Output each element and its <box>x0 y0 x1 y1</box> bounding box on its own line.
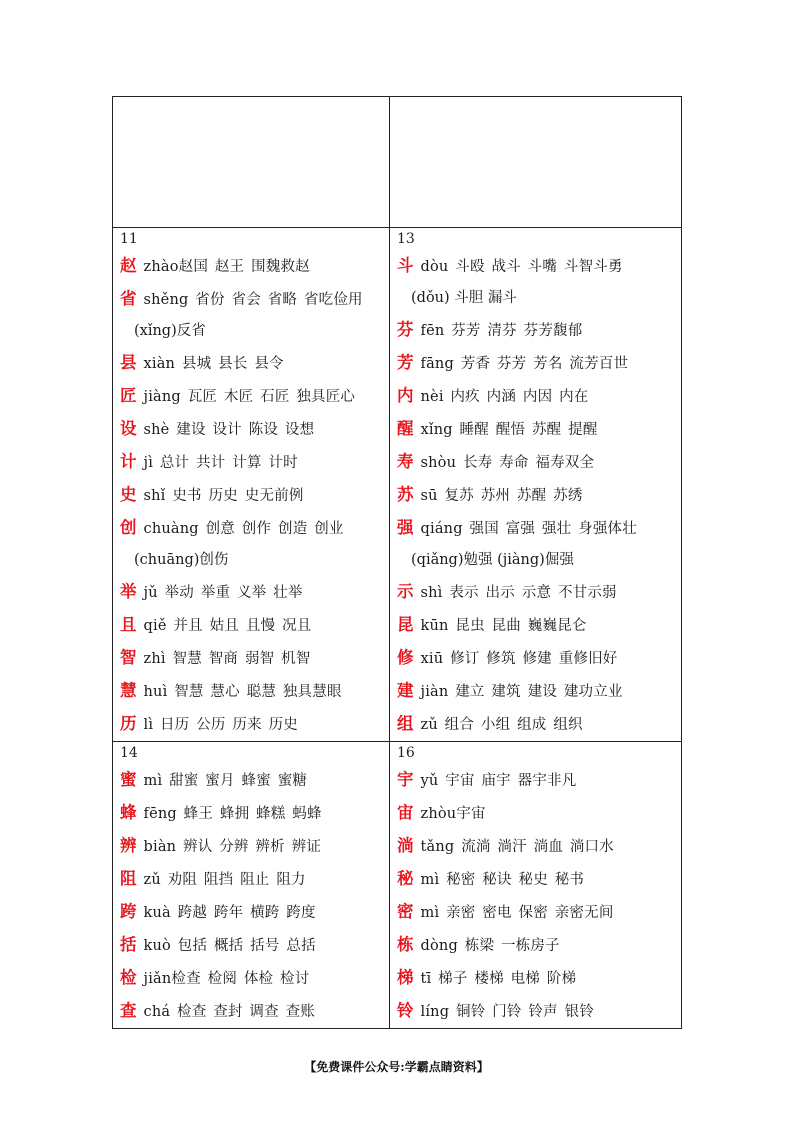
pinyin-and-words: biàn 辨认 分辨 辨析 辨证 <box>143 839 322 855</box>
vocab-entry <box>120 446 389 479</box>
pinyin-and-words: sū 复苏 苏州 苏醒 苏绣 <box>420 488 583 504</box>
headword-char: 斗 <box>397 256 414 275</box>
vocab-entry <box>120 576 389 609</box>
pinyin-and-words: zhì 智慧 智商 弱智 机智 <box>143 651 311 667</box>
footer-note: 【免费课件公众号:学霸点睛资料】 <box>304 1060 489 1074</box>
headword-char: 且 <box>120 615 137 634</box>
vocab-entry <box>397 479 681 512</box>
headword-char: 宙 <box>397 803 414 822</box>
section-16-cell <box>390 742 682 1029</box>
pinyin-and-words: shè 建设 设计 陈设 设想 <box>143 422 315 438</box>
section-number: 14 <box>120 745 138 761</box>
headword-char: 修 <box>397 648 414 667</box>
vocab-entry <box>397 675 681 708</box>
section-11-cell <box>113 228 390 742</box>
pinyin-and-words: mì 亲密 密电 保密 亲密无间 <box>420 905 614 921</box>
pinyin-and-words: shǐ 史书 历史 史无前例 <box>143 488 304 504</box>
section-13-cell <box>390 228 682 742</box>
headword-char: 栋 <box>397 935 414 954</box>
pinyin-and-words: tǎng 流淌 淌汗 淌血 淌口水 <box>420 839 614 855</box>
headword-char: 强 <box>397 518 414 537</box>
alternate-reading: (dǒu) 斗胆 漏斗 <box>411 290 517 306</box>
headword-char: 蜂 <box>120 803 137 822</box>
vocab-entry <box>397 512 681 576</box>
section-16 <box>390 742 681 1028</box>
vocab-entry <box>120 250 389 283</box>
pinyin-and-words: jiàng 瓦匠 木匠 石匠 独具匠心 <box>143 389 356 405</box>
vocab-entry <box>120 283 389 347</box>
headword-char: 宇 <box>397 770 414 789</box>
vocab-entry <box>397 995 681 1028</box>
pinyin-and-words: shěng 省份 省会 省略 省吃俭用 <box>143 292 363 308</box>
section-13 <box>390 228 681 741</box>
pinyin-and-words: xǐng 睡醒 醒悟 苏醒 提醒 <box>420 422 598 438</box>
vocab-entry <box>120 929 389 962</box>
vocab-entry <box>120 347 389 380</box>
pinyin-and-words: jǔ 举动 举重 义举 壮举 <box>143 585 303 601</box>
vocabulary-table <box>112 96 682 1029</box>
vocab-entry <box>120 896 389 929</box>
vocab-entry <box>120 863 389 896</box>
headword-char: 史 <box>120 485 137 504</box>
pinyin-and-words: kuà 跨越 跨年 横跨 跨度 <box>143 905 316 921</box>
section-number: 16 <box>397 745 415 761</box>
pinyin-and-words: nèi 内疚 内涵 内因 内在 <box>420 389 589 405</box>
vocab-entry <box>120 479 389 512</box>
vocab-entry <box>120 675 389 708</box>
headword-char: 历 <box>120 714 137 733</box>
vocab-entry <box>397 797 681 830</box>
vocab-entry <box>120 764 389 797</box>
vocab-entry <box>397 830 681 863</box>
pinyin-and-words: chuàng 创意 创作 创造 创业 <box>143 521 344 537</box>
headword-char: 赵 <box>120 256 137 275</box>
section-14 <box>113 742 389 1028</box>
vocab-entry <box>397 446 681 479</box>
headword-char: 检 <box>120 968 137 987</box>
alternate-reading: (xǐng)反省 <box>134 323 206 339</box>
section-14-cell <box>113 742 390 1029</box>
headword-char: 设 <box>120 419 137 438</box>
entry-list <box>120 764 389 1028</box>
alternate-reading: (qiǎng)勉强 (jiàng)倔强 <box>411 552 574 568</box>
vocab-entry <box>397 962 681 995</box>
pinyin-and-words: jiàn 建立 建筑 建设 建功立业 <box>420 684 623 700</box>
vocab-entry <box>397 314 681 347</box>
headword-char: 阻 <box>120 869 137 888</box>
headword-char: 示 <box>397 582 414 601</box>
headword-char: 辨 <box>120 836 137 855</box>
pinyin-and-words: chá 检查 查封 调查 查账 <box>143 1004 316 1020</box>
vocab-entry <box>120 642 389 675</box>
pinyin-and-words: shòu 长寿 寿命 福寿双全 <box>420 455 595 471</box>
vocab-entry <box>120 413 389 446</box>
vocab-entry <box>397 250 681 314</box>
headword-char: 建 <box>397 681 414 700</box>
headword-char: 智 <box>120 648 137 667</box>
vocab-entry <box>120 380 389 413</box>
headword-char: 铃 <box>397 1001 414 1020</box>
pinyin-and-words: fēng 蜂王 蜂拥 蜂糕 蚂蜂 <box>143 806 322 822</box>
vocab-entry <box>397 609 681 642</box>
headword-char: 组 <box>397 714 414 733</box>
vocab-entry <box>397 413 681 446</box>
headword-char: 梯 <box>397 968 414 987</box>
headword-char: 蜜 <box>120 770 137 789</box>
pinyin-and-words: qiáng 强国 富强 强壮 身强体壮 <box>420 521 637 537</box>
headword-char: 计 <box>120 452 137 471</box>
pinyin-and-words: mì 秘密 秘诀 秘史 秘书 <box>420 872 585 888</box>
pinyin-and-words: fāng 芳香 芬芳 芳名 流芳百世 <box>420 356 629 372</box>
vocab-entry <box>120 609 389 642</box>
headword-char: 寿 <box>397 452 414 471</box>
pinyin-and-words: shì 表示 出示 示意 不甘示弱 <box>420 585 617 601</box>
vocab-entry <box>120 708 389 741</box>
headword-char: 苏 <box>397 485 414 504</box>
pinyin-and-words: zǔ 组合 小组 组成 组织 <box>420 717 583 733</box>
headword-char: 省 <box>120 289 137 308</box>
headword-char: 醒 <box>397 419 414 438</box>
vocab-entry <box>397 576 681 609</box>
headword-char: 括 <box>120 935 137 954</box>
headword-char: 举 <box>120 582 137 601</box>
empty-cell-left <box>113 97 390 228</box>
headword-char: 内 <box>397 386 414 405</box>
headword-char: 昆 <box>397 615 414 634</box>
vocab-entry <box>397 380 681 413</box>
headword-char: 查 <box>120 1001 137 1020</box>
vocab-entry <box>397 929 681 962</box>
vocab-entry <box>120 830 389 863</box>
pinyin-and-words: qiě 并且 姑且 且慢 况且 <box>143 618 312 634</box>
pinyin-and-words: kuò 包括 概括 括号 总括 <box>143 938 316 954</box>
vocab-entry <box>397 896 681 929</box>
pinyin-and-words: huì 智慧 慧心 聪慧 独具慧眼 <box>143 684 342 700</box>
vocab-entry <box>397 863 681 896</box>
section-number: 13 <box>397 231 415 247</box>
headword-char: 淌 <box>397 836 414 855</box>
vocab-entry <box>120 512 389 576</box>
pinyin-and-words: xiàn 县城 县长 县令 <box>143 356 284 372</box>
entry-list <box>397 764 681 1028</box>
pinyin-and-words: dòng 栋梁 一栋房子 <box>420 938 560 954</box>
vocab-entry <box>120 995 389 1028</box>
section-number: 11 <box>120 231 138 247</box>
entry-list <box>397 250 681 741</box>
pinyin-and-words: jì 总计 共计 计算 计时 <box>143 455 298 471</box>
pinyin-and-words: yǔ 宇宙 庙宇 器宇非凡 <box>420 773 577 789</box>
headword-char: 芳 <box>397 353 414 372</box>
headword-char: 慧 <box>120 681 137 700</box>
pinyin-and-words: zhào赵国 赵王 围魏救赵 <box>143 259 310 275</box>
vocab-entry <box>120 797 389 830</box>
pinyin-and-words: tī 梯子 楼梯 电梯 阶梯 <box>420 971 577 987</box>
headword-char: 芬 <box>397 320 414 339</box>
pinyin-and-words: zhòu宇宙 <box>420 806 486 822</box>
vocab-entry <box>397 347 681 380</box>
section-11 <box>113 228 389 741</box>
pinyin-and-words: kūn 昆虫 昆曲 巍巍昆仑 <box>420 618 587 634</box>
pinyin-and-words: fēn 芬芳 清芬 芬芳馥郁 <box>420 323 583 339</box>
headword-char: 创 <box>120 518 137 537</box>
vocab-entry <box>397 764 681 797</box>
pinyin-and-words: lì 日历 公历 历来 历史 <box>143 717 299 733</box>
entry-list <box>120 250 389 741</box>
pinyin-and-words: dòu 斗殴 战斗 斗嘴 斗智斗勇 <box>420 259 623 275</box>
pinyin-and-words: xiū 修订 修筑 修建 重修旧好 <box>420 651 618 667</box>
vocab-entry <box>120 962 389 995</box>
vocab-entry <box>397 642 681 675</box>
pinyin-and-words: zǔ 劝阻 阻挡 阻止 阻力 <box>143 872 306 888</box>
headword-char: 秘 <box>397 869 414 888</box>
alternate-reading: (chuāng)创伤 <box>134 552 229 568</box>
pinyin-and-words: mì 甜蜜 蜜月 蜂蜜 蜜糖 <box>143 773 308 789</box>
pinyin-and-words: líng 铜铃 门铃 铃声 银铃 <box>420 1004 595 1020</box>
empty-cell-right <box>390 97 682 228</box>
headword-char: 跨 <box>120 902 137 921</box>
headword-char: 县 <box>120 353 137 372</box>
pinyin-and-words: jiǎn检查 检阅 体检 检讨 <box>143 971 310 987</box>
headword-char: 密 <box>397 902 414 921</box>
headword-char: 匠 <box>120 386 137 405</box>
vocab-entry <box>397 708 681 741</box>
